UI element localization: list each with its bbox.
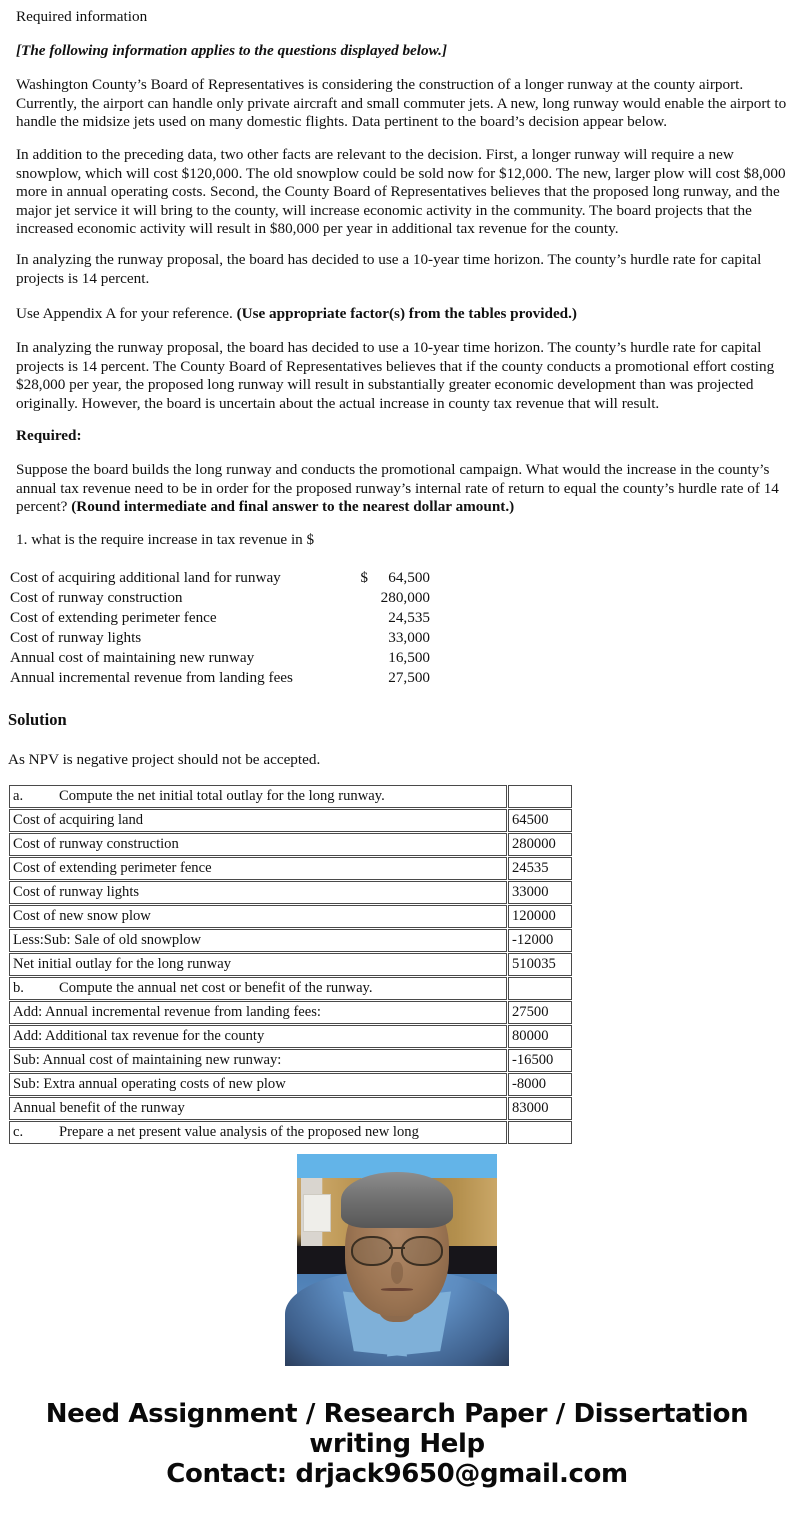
table-cell-value: 510035 [508, 953, 572, 976]
data-currency [356, 648, 368, 668]
given-data-list [10, 568, 430, 688]
data-label: Annual incremental revenue from landing fees [10, 669, 293, 686]
table-row [9, 1121, 572, 1144]
table-cell-label: Sub: Extra annual operating costs of new plow [9, 1073, 507, 1096]
data-row [10, 628, 430, 648]
table-cell-value [508, 977, 572, 1000]
data-label: Cost of runway lights [10, 629, 142, 646]
table-cell-label [9, 785, 507, 808]
table-cell-value: -12000 [508, 929, 572, 952]
data-value: 33,000 [388, 629, 430, 646]
avatar-glasses-bridge [389, 1247, 405, 1249]
table-row [9, 833, 572, 856]
footer-line-3: Contact: drjack9650@gmail.com [166, 1459, 628, 1489]
answer-table-wrapper [8, 784, 562, 1140]
table-cell-label [9, 1121, 507, 1144]
question-1: 1. what is the require increase in tax revenue in $ [16, 531, 315, 548]
avatar-hair [341, 1172, 453, 1228]
table-cell-value: 80000 [508, 1025, 572, 1048]
solution-note: As NPV is negative project should not be accepted. [8, 751, 321, 768]
table-cell-value: 120000 [508, 905, 572, 928]
section-label: Compute the net initial total outlay for the long runway. [59, 787, 385, 804]
data-row [10, 568, 430, 588]
footer-line-2: writing Help [309, 1429, 485, 1459]
table-cell-label: Net initial outlay for the long runway [9, 953, 507, 976]
data-row [10, 608, 430, 628]
data-label: Cost of acquiring additional land for runway [10, 569, 281, 586]
section-label: Compute the annual net cost or benefit of the runway. [59, 979, 373, 996]
table-cell-label: Cost of extending perimeter fence [9, 857, 507, 880]
table-cell-value: 33000 [508, 881, 572, 904]
section-label: Prepare a net present value analysis of the proposed new long [59, 1123, 419, 1140]
solution-heading: Solution [8, 710, 67, 729]
paragraph-additional-facts: In addition to the preceding data, two other facts are relevant to the decision. First, a longer runway will require a new snowplow, which will cost $120,000. The old snowplow could be sold now for $12,000. The new, larger plow will cost $8,000 more in annual operating costs. Second, the County Board of Representatives believes that the proposed long runway, and the major jet service it will bring to the county, will increase economic activity in the community. The board projects that the increased economic activity will result in $80,000 per year in additional tax revenue for the county. [16, 146, 786, 237]
data-value: 27,500 [388, 669, 430, 686]
paragraph-time-horizon: In analyzing the runway proposal, the board has decided to use a 10-year time horizon. The county’s hurdle rate for capital projects is 14 percent. [16, 251, 762, 287]
paragraph-question-prompt [16, 461, 788, 517]
table-cell-value: 24535 [508, 857, 572, 880]
data-value: 64,500 [388, 569, 430, 586]
data-currency [356, 608, 368, 628]
table-row [9, 857, 572, 880]
table-cell-label: Cost of runway lights [9, 881, 507, 904]
table-row [9, 881, 572, 904]
table-cell-label: Cost of runway construction [9, 833, 507, 856]
data-currency [356, 588, 368, 608]
table-cell-label: Annual benefit of the runway [9, 1097, 507, 1120]
table-cell-label: Sub: Annual cost of maintaining new runway: [9, 1049, 507, 1072]
table-cell-label: Less:Sub: Sale of old snowplow [9, 929, 507, 952]
section-letter: b. [13, 979, 24, 996]
answer-table [8, 784, 573, 1145]
required-information-heading: Required information [16, 8, 148, 25]
rounding-instruction: (Round intermediate and final answer to the nearest dollar amount.) [71, 498, 515, 515]
table-cell-label: Cost of new snow plow [9, 905, 507, 928]
applies-note: [The following information applies to the questions displayed below.] [16, 42, 448, 59]
table-cell-value: -16500 [508, 1049, 572, 1072]
paragraph-background: Washington County’s Board of Representatives is considering the construction of a longer runway at the county airport. Currently, the airport can handle only private aircraft and small commuter jets. A new, long runway would enable the airport to handle the midsize jets used on many domestic flights. Data pertinent to the board’s decision appear below. [16, 76, 787, 130]
table-cell-value: 280000 [508, 833, 572, 856]
table-row [9, 929, 572, 952]
avatar-image [297, 1154, 497, 1354]
paragraph-appendix-reference [16, 305, 788, 324]
data-currency [356, 668, 368, 688]
avatar [297, 1154, 497, 1354]
question-prompt-text: Suppose the board builds the long runway and conducts the promotional campaign. What would the increase in the county’s annual tax revenue need to be in order for the proposed runway’s internal rate of return to equal the county’s hurdle rate of 14 percent? [16, 461, 779, 515]
footer-advert [0, 1399, 794, 1489]
avatar-mouth [381, 1288, 413, 1291]
data-value: 280,000 [380, 589, 430, 606]
section-letter: c. [13, 1123, 24, 1140]
table-cell-value: 83000 [508, 1097, 572, 1120]
given-data-body [10, 568, 430, 688]
data-value: 24,535 [388, 609, 430, 626]
table-cell-value: 27500 [508, 1001, 572, 1024]
table-row [9, 1025, 572, 1048]
data-label: Cost of runway construction [10, 589, 183, 606]
table-row [9, 953, 572, 976]
table-row [9, 1001, 572, 1024]
table-row [9, 905, 572, 928]
table-row [9, 785, 572, 808]
table-cell-value: -8000 [508, 1073, 572, 1096]
table-cell-label: Cost of acquiring land [9, 809, 507, 832]
table-cell-label [9, 977, 507, 1000]
table-cell-label: Add: Additional tax revenue for the county [9, 1025, 507, 1048]
data-currency [356, 628, 368, 648]
table-row [9, 809, 572, 832]
data-row [10, 648, 430, 668]
avatar-background-panel [303, 1194, 331, 1232]
appendix-text: Use Appendix A for your reference. [16, 305, 237, 322]
avatar-glasses-left-lens [351, 1236, 393, 1266]
footer-line-1: Need Assignment / Research Paper / Dissertation [45, 1399, 749, 1429]
data-label: Annual cost of maintaining new runway [10, 649, 255, 666]
data-row [10, 668, 430, 688]
table-row [9, 1073, 572, 1096]
avatar-nose [391, 1262, 403, 1284]
answer-table-body [9, 785, 572, 1144]
table-cell-value [508, 1121, 572, 1144]
required-label: Required: [16, 427, 82, 444]
table-cell-value: 64500 [508, 809, 572, 832]
data-row [10, 588, 430, 608]
section-letter: a. [13, 787, 24, 804]
data-currency: $ [360, 569, 368, 586]
avatar-glasses-right-lens [401, 1236, 443, 1266]
table-row [9, 977, 572, 1000]
paragraph-promotional-effort: In analyzing the runway proposal, the board has decided to use a 10-year time horizon. The county’s hurdle rate for capital projects is 14 percent. The County Board of Representatives believes that if the county conducts a promotional effort costing $28,000 per year, the proposed long runway will result in substantially greater economic development than was projected originally. However, the board is uncertain about the actual increase in county tax revenue that will result. [16, 339, 775, 412]
table-row [9, 1049, 572, 1072]
table-row [9, 1097, 572, 1120]
table-cell-value [508, 785, 572, 808]
appendix-bold-note: (Use appropriate factor(s) from the tables provided.) [236, 305, 577, 322]
table-cell-label: Add: Annual incremental revenue from landing fees: [9, 1001, 507, 1024]
data-label: Cost of extending perimeter fence [10, 609, 217, 626]
data-value: 16,500 [388, 649, 430, 666]
